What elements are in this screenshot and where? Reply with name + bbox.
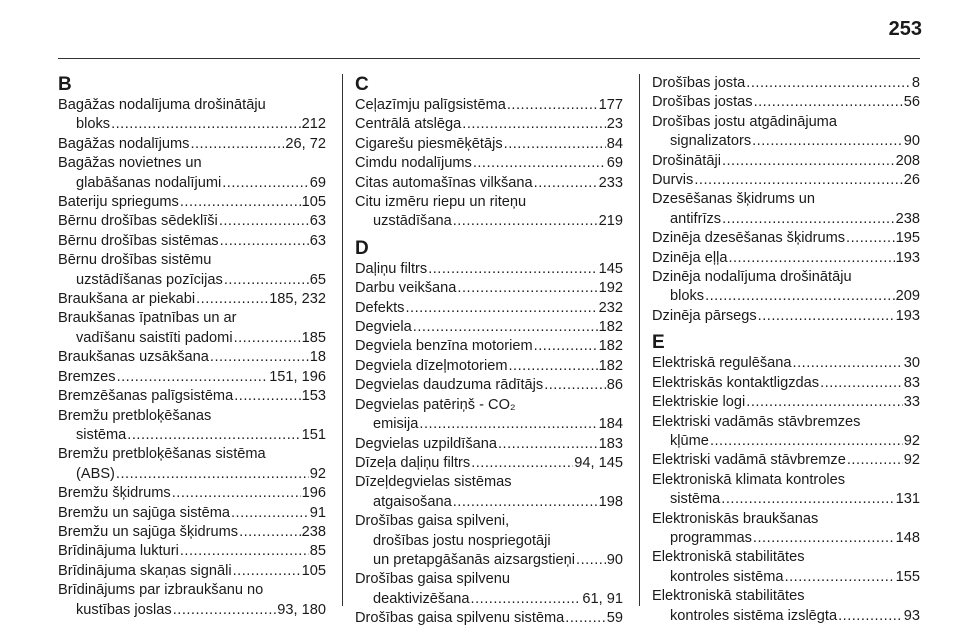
- page-reference[interactable]: 91: [309, 504, 326, 521]
- page-reference[interactable]: 18: [309, 349, 326, 366]
- leader-dots: [565, 609, 605, 628]
- entry-text: Drošības josta: [652, 75, 746, 91]
- index-entry[interactable]: [355, 512, 623, 570]
- page-reference[interactable]: 219: [598, 213, 623, 230]
- index-entry[interactable]: [58, 504, 326, 523]
- index-entry[interactable]: [355, 570, 623, 609]
- entry-text: Elektriskie logi: [652, 394, 746, 411]
- page-reference[interactable]: 63: [309, 232, 326, 249]
- entry-text: Dīzeļa daļiņu filtrs: [355, 454, 471, 471]
- entry-text: Citas automašīnas vilkšana: [355, 174, 533, 191]
- page-reference[interactable]: 182: [598, 357, 623, 374]
- index-entry[interactable]: [652, 190, 920, 229]
- page-reference[interactable]: 177: [598, 97, 623, 113]
- leader-dots: [127, 426, 300, 445]
- page-reference[interactable]: 195: [895, 230, 920, 247]
- entry-text: Dzinēja dzesēšanas šķidrums: [652, 230, 846, 247]
- section-letter: B: [58, 74, 72, 95]
- index-entry[interactable]: [355, 454, 623, 473]
- leader-dots: [710, 432, 903, 451]
- entry-text: Degvielas uzpildīšana: [355, 435, 497, 452]
- entry-text: sistēma: [76, 426, 127, 443]
- entry-text: deaktivizēšana: [373, 590, 470, 607]
- entry-text: Elektroniskā stabilitātes: [652, 588, 805, 605]
- page-reference[interactable]: 145: [598, 260, 623, 277]
- index-column-3: [652, 74, 920, 626]
- leader-dots: [231, 504, 309, 523]
- page-reference[interactable]: 196: [301, 485, 326, 502]
- leader-dots: [820, 374, 903, 393]
- page-reference[interactable]: 26: [903, 172, 920, 189]
- page-reference[interactable]: 233: [598, 174, 623, 191]
- index-entry[interactable]: [58, 523, 326, 542]
- leader-dots: [498, 435, 598, 454]
- page-reference[interactable]: 148: [895, 529, 920, 546]
- entry-text: drošības jostu nospriegotāji: [373, 532, 551, 549]
- page-reference[interactable]: 69: [309, 174, 326, 191]
- entry-text: Bremzes: [58, 368, 116, 385]
- page-reference[interactable]: 93, 180: [277, 601, 326, 618]
- page-reference[interactable]: 193: [895, 249, 920, 266]
- entry-text: Bremžu pretbloķēšanas sistēma: [58, 446, 266, 463]
- index-column-1: [58, 74, 326, 620]
- entry-text: bloks: [670, 288, 705, 305]
- index-entry[interactable]: [58, 309, 326, 348]
- entry-text: Drošības gaisa spilvenu: [355, 571, 510, 588]
- index-entry[interactable]: [355, 135, 623, 154]
- index-entry[interactable]: [58, 387, 326, 406]
- index-entry[interactable]: [355, 396, 623, 435]
- entry-text: Drošības jostu atgādinājuma: [652, 113, 837, 130]
- entry-text: Bremzēšanas palīgsistēma: [58, 388, 234, 405]
- leader-dots: [462, 115, 605, 134]
- entry-text: sistēma: [670, 491, 721, 508]
- entry-text: glabāšanas nodalījumi: [76, 174, 222, 191]
- index-entry[interactable]: [355, 357, 623, 376]
- index-entry[interactable]: [58, 193, 326, 212]
- page-reference[interactable]: 8: [911, 75, 920, 91]
- index-entry[interactable]: [652, 413, 920, 452]
- page-reference[interactable]: 30: [903, 355, 920, 372]
- leader-dots: [509, 357, 598, 376]
- index-entry[interactable]: [355, 115, 623, 134]
- page-reference[interactable]: 59: [606, 610, 623, 627]
- entry-text: Citu izmēru riepu un riteņu: [355, 194, 527, 211]
- leader-dots: [753, 529, 895, 548]
- entry-text: Bērnu drošības sistēmu: [58, 252, 212, 269]
- index-entry[interactable]: [652, 587, 920, 626]
- index-entry[interactable]: [652, 74, 920, 93]
- entry-text: Degviela: [355, 319, 412, 336]
- leader-dots: [758, 307, 895, 326]
- column-divider: [639, 74, 640, 606]
- index-entry[interactable]: [652, 354, 920, 373]
- index-entry[interactable]: [355, 318, 623, 337]
- leader-dots: [180, 193, 301, 212]
- leader-dots: [722, 152, 895, 171]
- index-entry[interactable]: [652, 510, 920, 549]
- entry-text: Durvis: [652, 172, 694, 189]
- index-entry[interactable]: [652, 451, 920, 470]
- index-entry[interactable]: [58, 542, 326, 561]
- index-entry[interactable]: [355, 337, 623, 356]
- entry-text: atgaisošana: [373, 493, 452, 510]
- entry-text: Brīdinājuma lukturi: [58, 543, 179, 560]
- leader-dots: [405, 299, 597, 318]
- entry-text: Dīzeļdegvielas sistēmas: [355, 474, 512, 491]
- entry-text: Bērnu drošības sēdeklīši: [58, 213, 218, 230]
- entry-text: (ABS): [76, 465, 115, 482]
- leader-dots: [453, 493, 598, 512]
- index-entry[interactable]: [58, 251, 326, 290]
- page-reference[interactable]: 182: [598, 338, 623, 355]
- entry-text: Brīdinājums par izbraukšanu no: [58, 582, 264, 599]
- entry-text: programmas: [670, 529, 752, 546]
- index-entry[interactable]: [355, 299, 623, 318]
- page-reference[interactable]: 85: [309, 543, 326, 560]
- index-entry[interactable]: [58, 232, 326, 251]
- index-entry[interactable]: [652, 307, 920, 326]
- leader-dots: [847, 451, 903, 470]
- leader-dots: [838, 607, 903, 626]
- index-entry[interactable]: [652, 113, 920, 152]
- index-entry[interactable]: [355, 609, 623, 628]
- entry-text: un pretapgāšanās aizsargstieņi: [373, 551, 576, 568]
- entry-text: Drošības gaisa spilvenu sistēma: [355, 610, 565, 627]
- page-reference[interactable]: 208: [895, 152, 920, 169]
- index-entry[interactable]: [58, 154, 326, 193]
- leader-dots: [728, 249, 894, 268]
- entry-text: Braukšanas uzsākšana: [58, 349, 209, 366]
- entry-text: Bagāžas nodalījuma drošinātāju: [58, 97, 266, 113]
- page-reference[interactable]: 183: [598, 435, 623, 452]
- entry-text: bloks: [76, 116, 111, 133]
- entry-text: Bateriju spriegums: [58, 194, 179, 211]
- page-reference[interactable]: 153: [301, 388, 326, 405]
- index-entry[interactable]: [58, 562, 326, 581]
- entry-text: Bremžu šķidrums: [58, 485, 171, 502]
- leader-dots: [233, 562, 301, 581]
- page-reference[interactable]: 56: [903, 94, 920, 111]
- leader-dots: [220, 232, 309, 251]
- entry-text: Degvielas patēriņš - CO₂: [355, 396, 516, 413]
- leader-dots: [507, 96, 598, 115]
- index-entry[interactable]: [355, 376, 623, 395]
- entry-text: Dzinēja pārsegs: [652, 307, 757, 324]
- leader-dots: [453, 212, 598, 231]
- index-entry[interactable]: [58, 212, 326, 231]
- entry-text: Elektriskā regulēšana: [652, 355, 792, 372]
- entry-text: Bagāžas novietnes un: [58, 155, 202, 172]
- index-entry[interactable]: [652, 171, 920, 190]
- entry-text: Cigarešu piesmēķētājs: [355, 135, 503, 152]
- page-reference[interactable]: 105: [301, 562, 326, 579]
- index-entry[interactable]: [58, 484, 326, 503]
- index-entry[interactable]: [58, 407, 326, 446]
- entry-text: Degvielas daudzuma rādītājs: [355, 377, 544, 394]
- page-reference[interactable]: 151: [301, 426, 326, 443]
- page-reference[interactable]: 23: [606, 116, 623, 133]
- leader-dots: [473, 154, 606, 173]
- header-rule: [58, 58, 920, 59]
- page-reference[interactable]: 193: [895, 307, 920, 324]
- page-reference[interactable]: 185: [301, 329, 326, 346]
- entry-text: Bremžu pretbloķēšanas: [58, 407, 212, 424]
- index-entry[interactable]: [355, 279, 623, 298]
- leader-dots: [190, 135, 284, 154]
- page-reference[interactable]: 185, 232: [269, 291, 326, 308]
- leader-dots: [534, 337, 598, 356]
- leader-dots: [173, 601, 277, 620]
- index-entry[interactable]: [355, 260, 623, 279]
- leader-dots: [180, 542, 309, 561]
- entry-text: Elektroniskās braukšanas: [652, 510, 819, 527]
- entry-text: Centrālā atslēga: [355, 116, 462, 133]
- entry-text: Daļiņu filtrs: [355, 260, 428, 277]
- index-entry[interactable]: [58, 348, 326, 367]
- page-reference[interactable]: 92: [903, 432, 920, 449]
- leader-dots: [534, 174, 598, 193]
- leader-dots: [428, 260, 597, 279]
- leader-dots: [117, 368, 269, 387]
- index-entry[interactable]: [58, 581, 326, 620]
- page-reference[interactable]: 86: [606, 377, 623, 394]
- page-reference[interactable]: 209: [895, 288, 920, 305]
- entry-text: Braukšana ar piekabi: [58, 291, 196, 308]
- page-reference[interactable]: 33: [903, 394, 920, 411]
- leader-dots: [210, 348, 309, 367]
- entry-text: Degviela dīzeļmotoriem: [355, 357, 508, 374]
- page-reference[interactable]: 63: [309, 213, 326, 230]
- leader-dots: [576, 551, 606, 570]
- entry-text: Defekts: [355, 299, 405, 316]
- entry-text: kļūme: [670, 432, 709, 449]
- index-entry[interactable]: [355, 473, 623, 512]
- page-reference[interactable]: 69: [606, 155, 623, 172]
- entry-text: Brīdinājuma skaņas signāli: [58, 562, 232, 579]
- entry-text: Elektroniskā klimata kontroles: [652, 471, 846, 488]
- page-reference[interactable]: 93: [903, 607, 920, 624]
- entry-text: Elektroniskā stabilitātes: [652, 549, 805, 566]
- leader-dots: [222, 174, 309, 193]
- leader-dots: [224, 271, 309, 290]
- entry-text: Drošības gaisa spilveni,: [355, 513, 510, 530]
- leader-dots: [419, 415, 597, 434]
- index-entry[interactable]: [58, 135, 326, 154]
- page-reference[interactable]: 238: [301, 523, 326, 540]
- index-entry[interactable]: [58, 445, 326, 484]
- entry-text: Elektriskās kontaktligzdas: [652, 374, 820, 391]
- page-reference[interactable]: 61, 91: [582, 590, 623, 607]
- leader-dots: [721, 490, 894, 509]
- page-reference[interactable]: 83: [903, 374, 920, 391]
- entry-text: Ceļazīmju palīgsistēma: [355, 97, 506, 113]
- entry-text: Drošības jostas: [652, 94, 753, 111]
- entry-text: Bremžu un sajūga sistēma: [58, 504, 230, 521]
- page-reference[interactable]: 26, 72: [285, 135, 326, 152]
- entry-text: Drošinātāji: [652, 152, 721, 169]
- entry-text: Dzinēja nodalījuma drošinātāju: [652, 269, 852, 286]
- index-entry[interactable]: [652, 393, 920, 412]
- leader-dots: [793, 354, 903, 373]
- page-reference[interactable]: 238: [895, 210, 920, 227]
- leader-dots: [111, 115, 301, 134]
- index-entry[interactable]: [355, 154, 623, 173]
- section-letter: C: [355, 74, 369, 95]
- leader-dots: [471, 454, 573, 473]
- page-reference[interactable]: 65: [309, 271, 326, 288]
- leader-dots: [785, 568, 895, 587]
- index-entry[interactable]: [58, 368, 326, 387]
- leader-dots: [722, 210, 895, 229]
- leader-dots: [172, 484, 301, 503]
- page-reference[interactable]: 155: [895, 568, 920, 585]
- entry-text: uzstādīšana: [373, 213, 452, 230]
- entry-text: Dzesēšanas šķidrums un: [652, 191, 816, 208]
- page-reference[interactable]: 182: [598, 319, 623, 336]
- index-entry[interactable]: [355, 96, 623, 115]
- index-entry[interactable]: [652, 374, 920, 393]
- index-entry[interactable]: [652, 152, 920, 171]
- leader-dots: [746, 393, 902, 412]
- page-reference[interactable]: 90: [606, 551, 623, 568]
- leader-dots: [234, 329, 301, 348]
- page-reference[interactable]: 232: [598, 299, 623, 316]
- index-entry[interactable]: [652, 471, 920, 510]
- entry-text: antifrīzs: [670, 210, 722, 227]
- page-reference[interactable]: 184: [598, 416, 623, 433]
- column-divider: [342, 74, 343, 606]
- entry-text: Cimdu nodalījums: [355, 155, 472, 172]
- entry-text: kustības joslas: [76, 601, 172, 618]
- page-reference[interactable]: 131: [895, 491, 920, 508]
- index-column-2: [355, 74, 623, 629]
- entry-text: kontroles sistēma izslēgta: [670, 607, 838, 624]
- index-entry[interactable]: [652, 249, 920, 268]
- entry-text: emisija: [373, 416, 419, 433]
- leader-dots: [544, 376, 606, 395]
- page-reference[interactable]: 151, 196: [269, 368, 326, 385]
- entry-text: Degviela benzīna motoriem: [355, 338, 533, 355]
- page-reference[interactable]: 192: [598, 280, 623, 297]
- entry-text: Dzinēja eļļa: [652, 249, 728, 266]
- index-entry[interactable]: [652, 93, 920, 112]
- index-entry[interactable]: [652, 548, 920, 587]
- page-reference[interactable]: 198: [598, 493, 623, 510]
- leader-dots: [754, 93, 903, 112]
- entry-text: Bremžu un sajūga šķidrums: [58, 523, 239, 540]
- page-reference[interactable]: 105: [301, 194, 326, 211]
- leader-dots: [846, 229, 895, 248]
- leader-dots: [413, 318, 598, 337]
- index-entry[interactable]: [355, 435, 623, 454]
- index-entry[interactable]: [652, 268, 920, 307]
- leader-dots: [694, 171, 902, 190]
- section-letter: E: [652, 332, 665, 354]
- page-reference[interactable]: 84: [606, 135, 623, 152]
- leader-dots: [705, 287, 895, 306]
- entry-text: Braukšanas īpatnības un ar: [58, 310, 237, 327]
- entry-text: vadīšanu saistīti padomi: [76, 329, 233, 346]
- index-entry[interactable]: [58, 96, 326, 135]
- section-letter: D: [355, 237, 369, 259]
- page-number: 253: [888, 18, 922, 40]
- entry-text: Elektriski vadāmā stāvbremze: [652, 452, 846, 469]
- index-entry[interactable]: [652, 229, 920, 248]
- page-reference[interactable]: 212: [301, 116, 326, 133]
- page-reference[interactable]: 90: [903, 133, 920, 150]
- leader-dots: [239, 523, 301, 542]
- leader-dots: [116, 465, 309, 484]
- leader-dots: [457, 279, 597, 298]
- leader-dots: [196, 290, 268, 309]
- index-entry[interactable]: [355, 193, 623, 232]
- entry-text: signalizators: [670, 133, 752, 150]
- leader-dots: [234, 387, 300, 406]
- leader-dots: [471, 590, 582, 609]
- leader-dots: [752, 132, 903, 151]
- leader-dots: [746, 74, 911, 93]
- entry-text: Darbu veikšana: [355, 280, 457, 297]
- leader-dots: [219, 212, 309, 231]
- entry-text: kontroles sistēma: [670, 568, 784, 585]
- index-entry[interactable]: [58, 290, 326, 309]
- index-entry[interactable]: [355, 174, 623, 193]
- page-reference[interactable]: 94, 145: [574, 454, 623, 471]
- leader-dots: [504, 135, 606, 154]
- page-reference[interactable]: 92: [309, 465, 326, 482]
- entry-text: uzstādīšanas pozīcijas: [76, 271, 223, 288]
- entry-text: Bērnu drošības sistēmas: [58, 232, 219, 249]
- entry-text: Elektriski vadāmās stāvbremzes: [652, 413, 861, 430]
- page-reference[interactable]: 92: [903, 452, 920, 469]
- entry-text: Bagāžas nodalījums: [58, 135, 190, 152]
